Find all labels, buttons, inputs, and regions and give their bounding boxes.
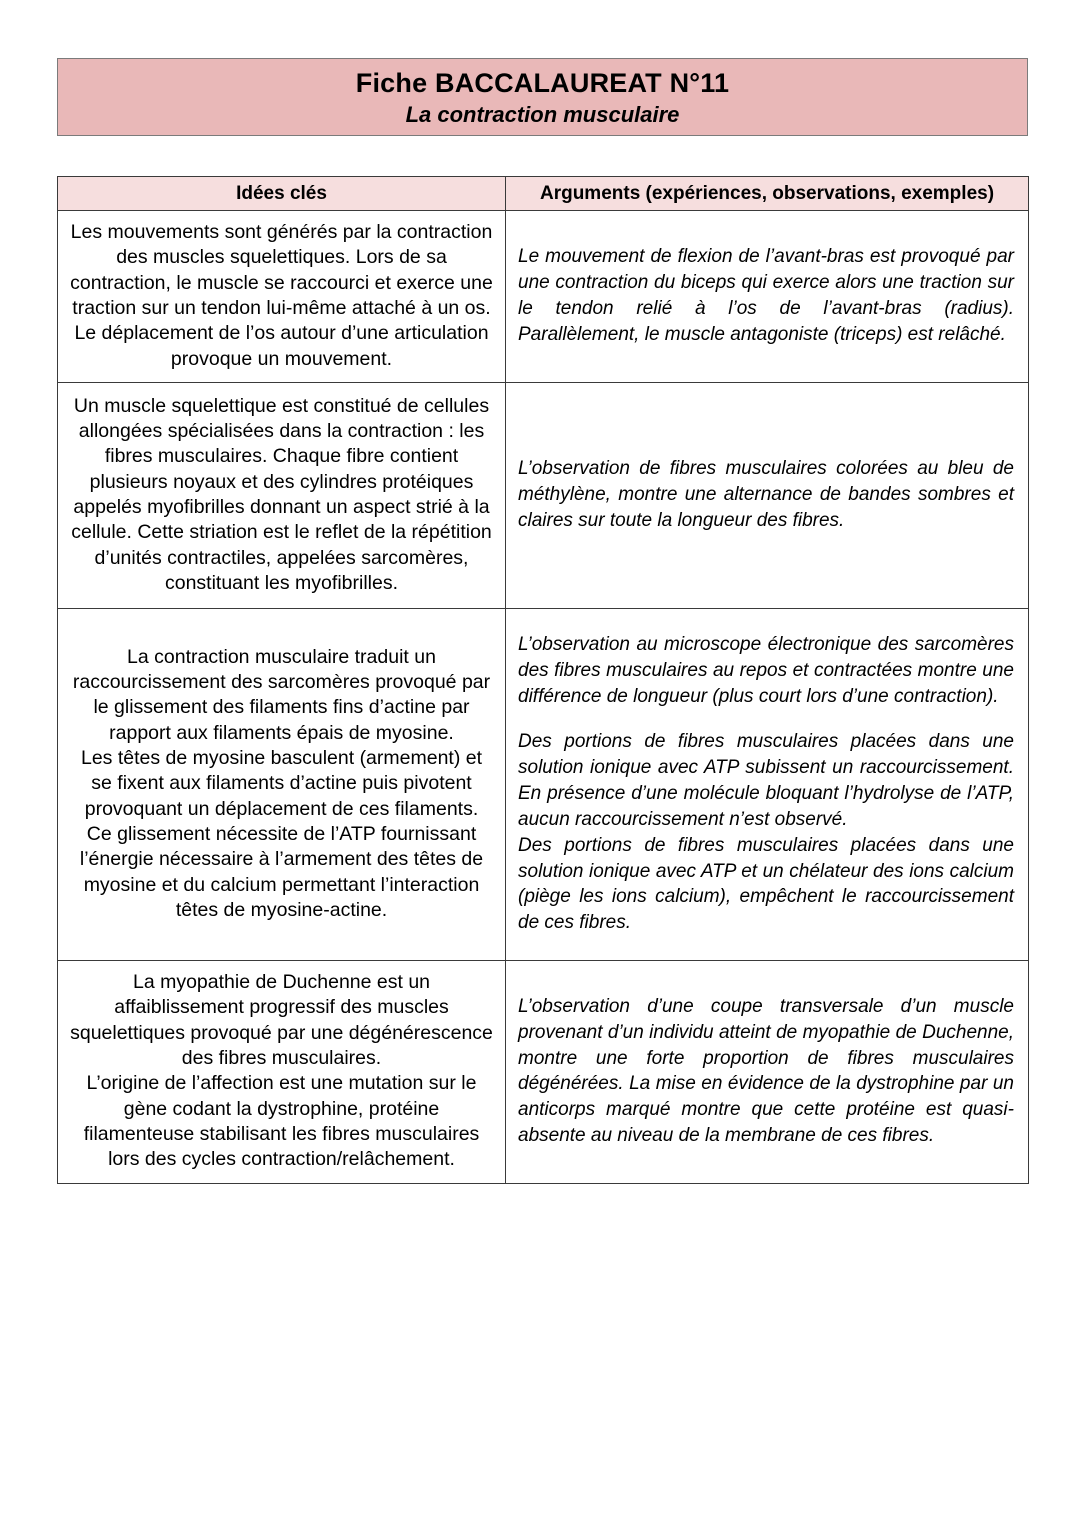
idea-cell: La contraction musculaire traduit un raccourcissement des sarcomères provoqué par le glissement des filaments fins d’actine par rapport aux filaments épais de myosine. Les têtes de myosine basculent (armement) et se fixent aux filaments d’actine puis pivotent provoquant un déplacement de ces filaments. Ce glissement nécessite de l’ATP fournissant l’énergie nécessaire à l’armement des têtes de myosine et du calcium permettant l’interaction têtes de myosine-actine. [58, 609, 506, 961]
argument-cell [506, 609, 1029, 961]
column-header-arguments: Arguments (expériences, observations, exemples) [506, 177, 1029, 211]
argument-paragraph: L’observation de fibres musculaires colorées au bleu de méthylène, montre une alternance de bandes sombres et claires sur toute la longueur des fibres. [518, 458, 1014, 531]
argument-paragraph: Des portions de fibres musculaires placées dans une solution ionique avec ATP et un chélateur des ions calcium (piège les ions calcium), empêchent le raccourcissement de ces fibres. [518, 834, 1014, 934]
page-title: Fiche BACCALAUREAT N°11 [355, 67, 730, 98]
argument-paragraph: L’observation d’une coupe transversale d’un muscle provenant d’un individu atteint de myopathie de Duchenne, montre une forte proportion de fibres musculaires dégénérées. La mise en évidence de la dystrophine par un anticorps marqué montre que cette protéine est quasi-absente au niveau de la membrane de ces fibres. [518, 995, 1014, 1147]
table-row [58, 383, 1029, 609]
page-subtitle: La contraction musculaire [405, 101, 680, 127]
argument-cell [506, 383, 1029, 609]
idea-cell: Les mouvements sont générés par la contraction des muscles squelettiques. Lors de sa contraction, le muscle se raccourci et exerce une traction sur un tendon lui-même attaché à un os. Le déplacement de l’os autour d’une articulation provoque un mouvement. [58, 211, 506, 383]
column-header-idees-cles: Idées clés [58, 177, 506, 211]
table-row [58, 211, 1029, 383]
argument-paragraph: L’observation au microscope électronique des sarcomères des fibres musculaires au repos et contractées montre une différence de longueur (plus court lors d’une contraction). [518, 634, 1014, 707]
idea-cell: Un muscle squelettique est constitué de cellules allongées spécialisées dans la contraction : les fibres musculaires. Chaque fibre contient plusieurs noyaux et des cylindres protéiques appelés myofibrilles donnant un aspect strié à la cellule. Cette striation est le reflet de la répétition d’unités contractiles, appelées sarcomères, constituant les myofibrilles. [58, 383, 506, 609]
argument-cell [506, 961, 1029, 1184]
argument-paragraph: Le mouvement de flexion de l’avant-bras est provoqué par une contraction du biceps qui exerce alors une traction sur le tendon relié à l’os de l’avant-bras (radius). Parallèlement, le muscle antagoniste (triceps) est relâché. [518, 246, 1014, 345]
table-row [58, 961, 1029, 1184]
table-row [58, 609, 1029, 961]
argument-paragraph: Des portions de fibres musculaires placées dans une solution ionique avec ATP subissent un raccourcissement. En présence d’une molécule bloquant l’hydrolyse de l’ATP, aucun raccourcissement n’est observé. [518, 731, 1014, 830]
argument-cell [506, 211, 1029, 383]
fiche-table [57, 176, 1029, 1184]
title-banner [57, 58, 1028, 136]
table-header-row [58, 177, 1029, 211]
idea-cell: La myopathie de Duchenne est un affaiblissement progressif des muscles squelettiques provoqué par une dégénérescence des fibres musculaires. L’origine de l’affection est une mutation sur le gène codant la dystrophine, protéine filamenteuse stabilisant les fibres musculaires lors des cycles contraction/relâchement. [58, 961, 506, 1184]
